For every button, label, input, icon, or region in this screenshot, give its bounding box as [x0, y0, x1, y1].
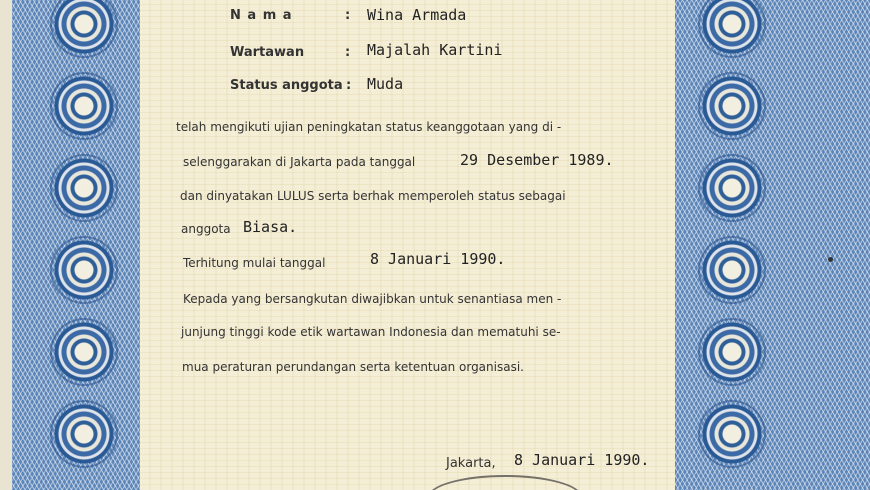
ornament-medallion	[52, 238, 116, 302]
body-line-3: dan dinyatakan LULUS serta berhak memperoleh status sebagai	[180, 189, 566, 203]
right-ornamental-border	[675, 0, 870, 490]
status-value: Muda	[367, 75, 404, 93]
body-line-7: junjung tinggi kode etik wartawan Indonesia dan mematuhi se-	[181, 325, 561, 339]
name-separator: :	[345, 8, 351, 23]
page-edge	[0, 0, 12, 490]
ornament-medallion	[52, 320, 116, 384]
certificate-body-background	[140, 0, 675, 490]
ornament-medallion	[52, 402, 116, 466]
body-line-2: selenggarakan di Jakarta pada tanggal	[183, 155, 416, 169]
ornament-medallion	[700, 402, 764, 466]
ornament-medallion	[700, 320, 764, 384]
reporter-value: Majalah Kartini	[367, 41, 503, 59]
body-line-5: Terhitung mulai tanggal	[183, 256, 326, 270]
exam-date: 29 Desember 1989.	[460, 151, 614, 169]
ornament-medallion	[700, 74, 764, 138]
body-line-6: Kepada yang bersangkutan diwajibkan untuk senantiasa men -	[183, 292, 562, 306]
left-ornamental-border	[12, 0, 140, 490]
footer-date: 8 Januari 1990.	[514, 451, 650, 469]
effective-date: 8 Januari 1990.	[370, 250, 506, 268]
ornament-medallion	[700, 238, 764, 302]
ornament-medallion	[52, 156, 116, 220]
reporter-separator: :	[345, 45, 351, 60]
body-line-1: telah mengikuti ujian peningkatan status keanggotaan yang di -	[176, 120, 562, 134]
ornament-medallion	[52, 74, 116, 138]
name-label: N a m a	[230, 8, 293, 23]
member-status-biasa: Biasa.	[243, 218, 298, 236]
status-label: Status anggota	[230, 78, 343, 93]
footer-place: Jakarta,	[446, 456, 496, 471]
body-line-4: anggota	[181, 222, 231, 236]
ornament-medallion	[700, 156, 764, 220]
name-value: Wina Armada	[367, 6, 467, 24]
ink-dot	[828, 257, 833, 262]
ornament-medallion	[52, 0, 116, 56]
reporter-label: Wartawan	[230, 45, 305, 60]
status-separator: :	[346, 78, 352, 93]
ornament-medallion	[700, 0, 764, 56]
body-line-8: mua peraturan perundangan serta ketentuan organisasi.	[182, 360, 524, 374]
